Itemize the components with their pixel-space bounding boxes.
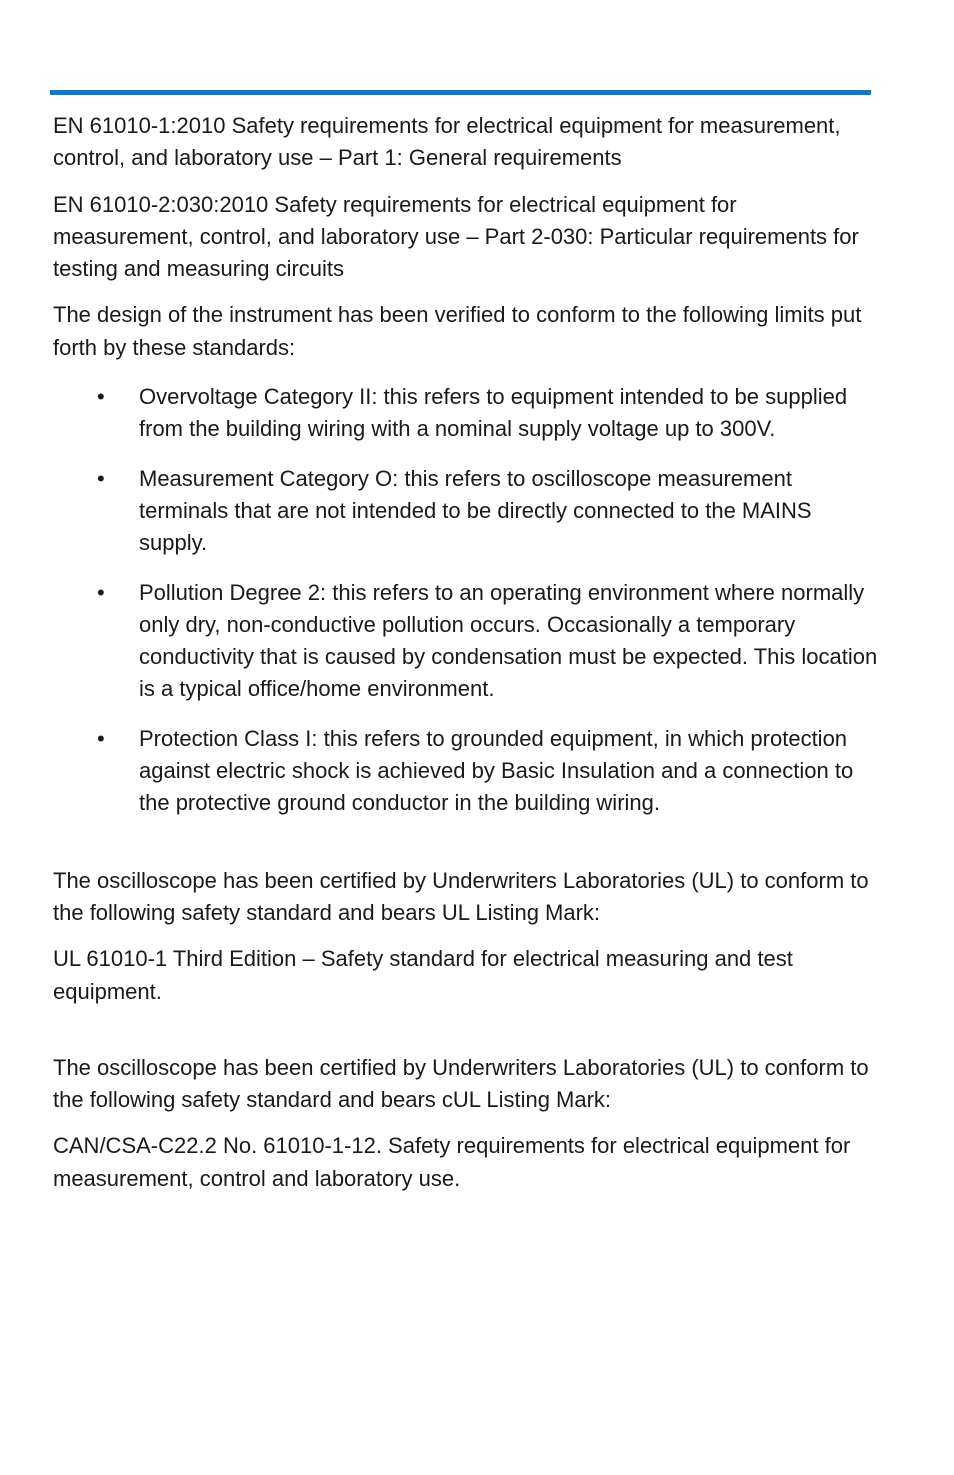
bullet-icon: • [97,465,105,491]
bullet-icon: • [97,384,105,410]
ul-certification-intro: The oscilloscope has been certified by Underwriters Laboratories (UL) to conform to the following safety standard and bears UL Listing Mark: [53,867,869,925]
list-item-text: Measurement Category O: this refers to oscilloscope measurement terminals that are not intended to be directly connected to the MAINS supply. [139,465,812,556]
limits-intro: The design of the instrument has been verified to conform to the following limits put forth by these standards: [53,302,862,360]
list-item [53,463,883,560]
list-item [53,577,883,706]
list-item-text: Overvoltage Category II: this refers to equipment intended to be supplied from the building wiring with a nominal supply voltage up to 300V. [139,384,848,442]
cul-certification-intro: The oscilloscope has been certified by Underwriters Laboratories (UL) to conform to the following safety standard and bears cUL Listing Mark: [53,1054,869,1113]
bullet-icon: • [97,579,105,605]
list-item [53,723,883,820]
document-body [53,110,883,1209]
standard-en-61010-1: EN 61010-1:2010 Safety requirements for electrical equipment for measurement, control, and laboratory use – Part 1: General requirements [53,113,841,171]
cul-standard: CAN/CSA-C22.2 No. 61010-1-12. Safety requirements for electrical equipment for measurement, control and laboratory use. [53,1133,851,1191]
header-rule [50,90,871,95]
list-item-text: Protection Class I: this refers to grounded equipment, in which protection against electric shock is achieved by Basic Insulation and a connection to the protective ground conductor in the building wiring. [139,725,854,816]
bullet-icon: • [97,725,105,751]
section-spacer [53,1022,883,1052]
section-spacer [53,837,883,865]
ul-standard: UL 61010-1 Third Edition – Safety standard for electrical measuring and test equipment. [53,946,793,1004]
limits-list [53,381,883,820]
list-item [53,381,883,446]
list-item-text: Pollution Degree 2: this refers to an operating environment where normally only dry, non-conductive pollution occurs. Occasionally a temporary conductivity that is caused by condensation must be expected. This location is a typical office/home environment. [139,579,878,702]
standard-en-61010-2-030: EN 61010-2:030:2010 Safety requirements for electrical equipment for measurement, control, and laboratory use – Part 2-030: Particular requirements for testing and measuring circuits [53,191,859,282]
